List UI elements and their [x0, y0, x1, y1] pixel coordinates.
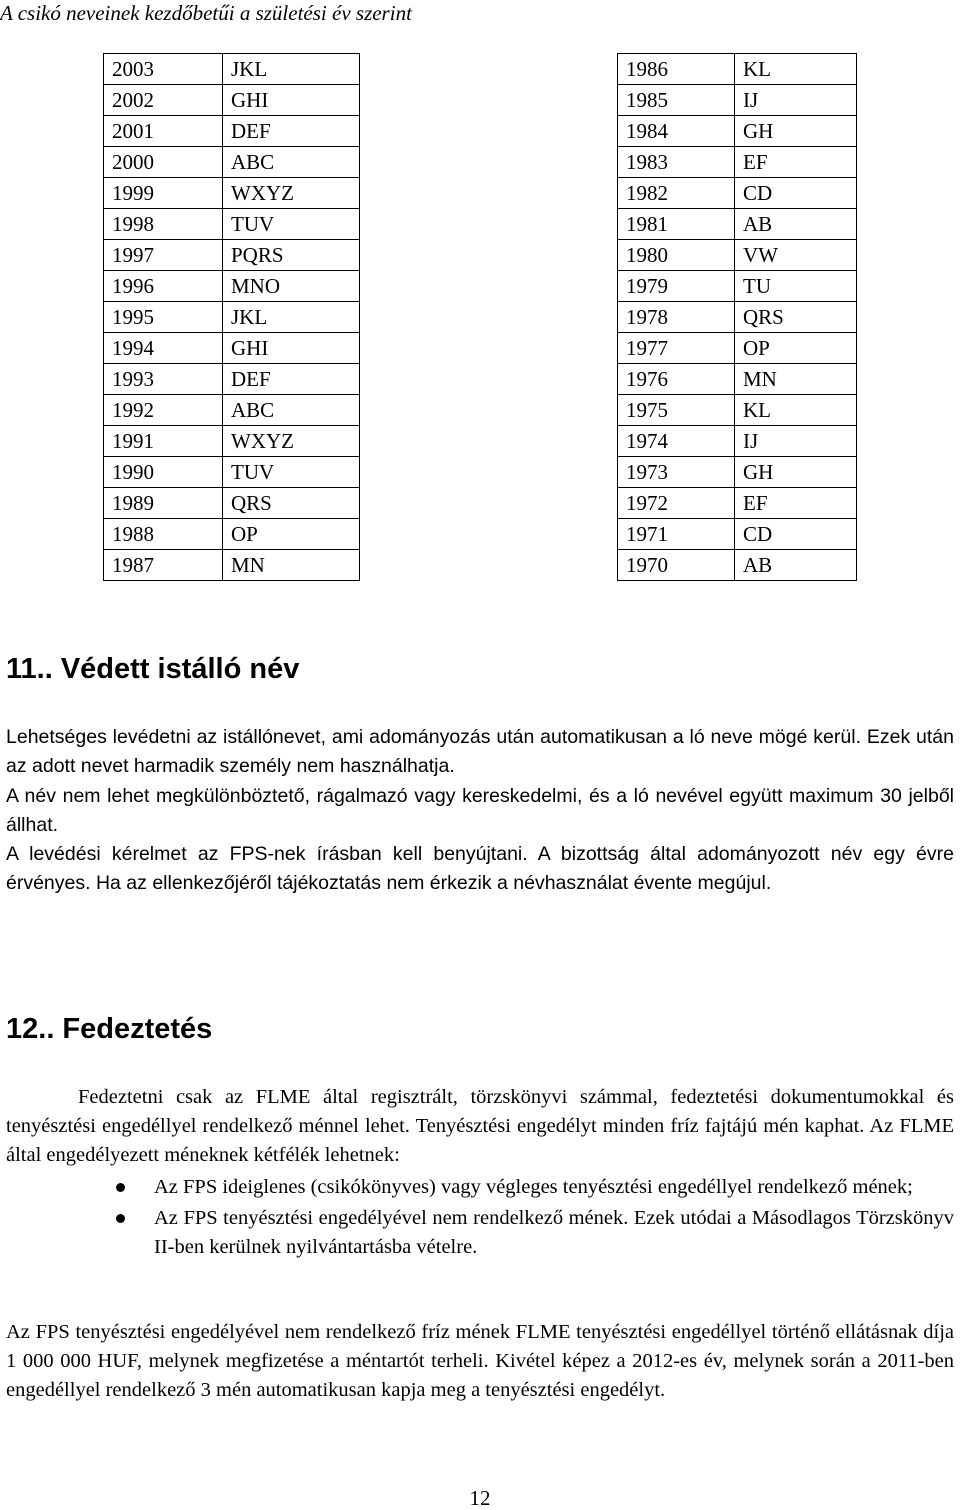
- year-cell: 1971: [618, 519, 735, 550]
- table-row: [618, 488, 857, 519]
- letters-cell: TU: [735, 271, 857, 302]
- year-cell: 1991: [104, 426, 223, 457]
- section-11-paragraph-1: Lehetséges levédetni az istállónevet, ami adományozás után automatikusan a ló neve mögé kerül. Ezek után az adott nevet harmadik személy nem használhatja.: [6, 726, 954, 777]
- year-cell: 1980: [618, 240, 735, 271]
- table-row: [618, 550, 857, 581]
- letters-cell: ABC: [223, 395, 360, 426]
- table-row: [618, 178, 857, 209]
- year-cell: 1992: [104, 395, 223, 426]
- letters-cell: MNO: [223, 271, 360, 302]
- table-row: [104, 457, 360, 488]
- table-row: [104, 54, 360, 85]
- page-number: 12: [469, 1486, 491, 1510]
- letters-cell: EF: [735, 488, 857, 519]
- year-cell: 1973: [618, 457, 735, 488]
- letters-cell: AB: [735, 209, 857, 240]
- year-cell: 1975: [618, 395, 735, 426]
- list-item: Az FPS ideiglenes (csikókönyves) vagy végleges tenyésztési engedéllyel rendelkező mének;: [0, 1173, 954, 1202]
- year-cell: 1976: [618, 364, 735, 395]
- table-row: [618, 457, 857, 488]
- table-row: [618, 519, 857, 550]
- year-cell: 2001: [104, 116, 223, 147]
- letters-cell: IJ: [735, 85, 857, 116]
- table-row: [104, 302, 360, 333]
- year-cell: 2000: [104, 147, 223, 178]
- year-cell: 1993: [104, 364, 223, 395]
- letters-cell: TUV: [223, 209, 360, 240]
- year-cell: 1987: [104, 550, 223, 581]
- year-cell: 1990: [104, 457, 223, 488]
- section-11-paragraph-3: A levédési kérelmet az FPS-nek írásban kell benyújtani. A bizottság által adományozott név egy évre érvényes. Ha az ellenkezőjéről tájékoztatás nem érkezik a névhasználat évente megújul.: [6, 843, 954, 894]
- table-row: [104, 488, 360, 519]
- letters-cell: MN: [735, 364, 857, 395]
- stallion-type-list: [0, 1173, 954, 1262]
- table-row: [618, 302, 857, 333]
- year-cell: 1972: [618, 488, 735, 519]
- table-row: [104, 178, 360, 209]
- letters-cell: ABC: [223, 147, 360, 178]
- table-row: [104, 240, 360, 271]
- year-cell: 1986: [618, 54, 735, 85]
- year-cell: 1982: [618, 178, 735, 209]
- year-cell: 1994: [104, 333, 223, 364]
- letters-cell: GH: [735, 457, 857, 488]
- letters-cell: PQRS: [223, 240, 360, 271]
- section-12-closing: Az FPS tenyésztési engedélyével nem rendelkező fríz mének FLME tenyésztési engedéllyel történő ellátásnak díja 1 000 000 HUF, melynek megfizetése a méntartót terheli. Kivétel képez a 2012-es év, melynek során a 2011-ben engedéllyel rendelkező 3 mén automatikusan kapja meg a tenyésztési engedélyt.: [6, 1321, 954, 1401]
- section-12-heading: 12.. Fedeztetés: [6, 1013, 213, 1045]
- letters-cell: GH: [735, 116, 857, 147]
- table-row: [104, 364, 360, 395]
- letters-cell: TUV: [223, 457, 360, 488]
- table-row: [618, 209, 857, 240]
- letters-cell: JKL: [223, 54, 360, 85]
- letters-cell: EF: [735, 147, 857, 178]
- table-row: [104, 426, 360, 457]
- letters-cell: GHI: [223, 85, 360, 116]
- letters-cell: WXYZ: [223, 426, 360, 457]
- table-row: [104, 147, 360, 178]
- year-cell: 2003: [104, 54, 223, 85]
- table-row: [104, 519, 360, 550]
- table-row: [104, 116, 360, 147]
- year-cell: 1995: [104, 302, 223, 333]
- table-row: [104, 333, 360, 364]
- letters-cell: MN: [223, 550, 360, 581]
- table-row: [618, 116, 857, 147]
- year-cell: 1985: [618, 85, 735, 116]
- table-row: [104, 271, 360, 302]
- year-cell: 1978: [618, 302, 735, 333]
- year-cell: 1981: [618, 209, 735, 240]
- letters-cell: IJ: [735, 426, 857, 457]
- year-cell: 1983: [618, 147, 735, 178]
- letters-cell: CD: [735, 178, 857, 209]
- birth-year-table-left: [103, 53, 360, 581]
- year-cell: 1970: [618, 550, 735, 581]
- year-cell: 1989: [104, 488, 223, 519]
- table-row: [618, 54, 857, 85]
- table-row: [618, 395, 857, 426]
- table-row: [618, 240, 857, 271]
- letters-cell: OP: [223, 519, 360, 550]
- table-row: [618, 271, 857, 302]
- letters-cell: KL: [735, 395, 857, 426]
- year-cell: 1984: [618, 116, 735, 147]
- year-cell: 1996: [104, 271, 223, 302]
- year-cell: 1997: [104, 240, 223, 271]
- year-cell: 1988: [104, 519, 223, 550]
- year-cell: 1977: [618, 333, 735, 364]
- table-row: [618, 333, 857, 364]
- letters-cell: OP: [735, 333, 857, 364]
- letters-cell: JKL: [223, 302, 360, 333]
- section-11-heading: 11.. Védett istálló név: [6, 653, 300, 685]
- letters-cell: GHI: [223, 333, 360, 364]
- letters-cell: QRS: [735, 302, 857, 333]
- letters-cell: KL: [735, 54, 857, 85]
- year-cell: 1974: [618, 426, 735, 457]
- letters-cell: CD: [735, 519, 857, 550]
- year-cell: 1979: [618, 271, 735, 302]
- table-row: [104, 85, 360, 116]
- year-cell: 1999: [104, 178, 223, 209]
- bullet-icon: [116, 1214, 125, 1223]
- letters-cell: QRS: [223, 488, 360, 519]
- table-row: [104, 395, 360, 426]
- bullet-icon: [116, 1183, 125, 1192]
- list-item: Az FPS tenyésztési engedélyével nem rendelkező mének. Ezek utódai a Másodlagos Törzskönyv II-ben kerülnek nyilvántartásba vételre.: [0, 1204, 954, 1262]
- section-11-paragraph-2: A név nem lehet megkülönböztető, rágalmazó vagy kereskedelmi, és a ló nevével együtt maximum 30 jelből állhat.: [6, 785, 954, 836]
- table-row: [104, 209, 360, 240]
- table-caption: A csikó neveinek kezdőbetűi a születési év szerint: [0, 1, 412, 25]
- year-cell: 1998: [104, 209, 223, 240]
- letters-cell: DEF: [223, 364, 360, 395]
- letters-cell: DEF: [223, 116, 360, 147]
- letters-cell: AB: [735, 550, 857, 581]
- year-cell: 2002: [104, 85, 223, 116]
- letters-cell: VW: [735, 240, 857, 271]
- table-row: [618, 85, 857, 116]
- birth-year-table-right: [617, 53, 857, 581]
- table-row: [618, 364, 857, 395]
- table-row: [618, 147, 857, 178]
- letters-cell: WXYZ: [223, 178, 360, 209]
- table-row: [618, 426, 857, 457]
- section-12-intro: Fedeztetni csak az FLME által regisztrált, törzskönyvi számmal, fedeztetési dokumentumokkal és tenyésztési engedéllyel rendelkező ménnel lehet. Tenyésztési engedélyt minden fríz fajtájú mén kaphat. Az FLME által engedélyezett méneknek kétfélék lehetnek:: [6, 1086, 954, 1166]
- table-row: [104, 550, 360, 581]
